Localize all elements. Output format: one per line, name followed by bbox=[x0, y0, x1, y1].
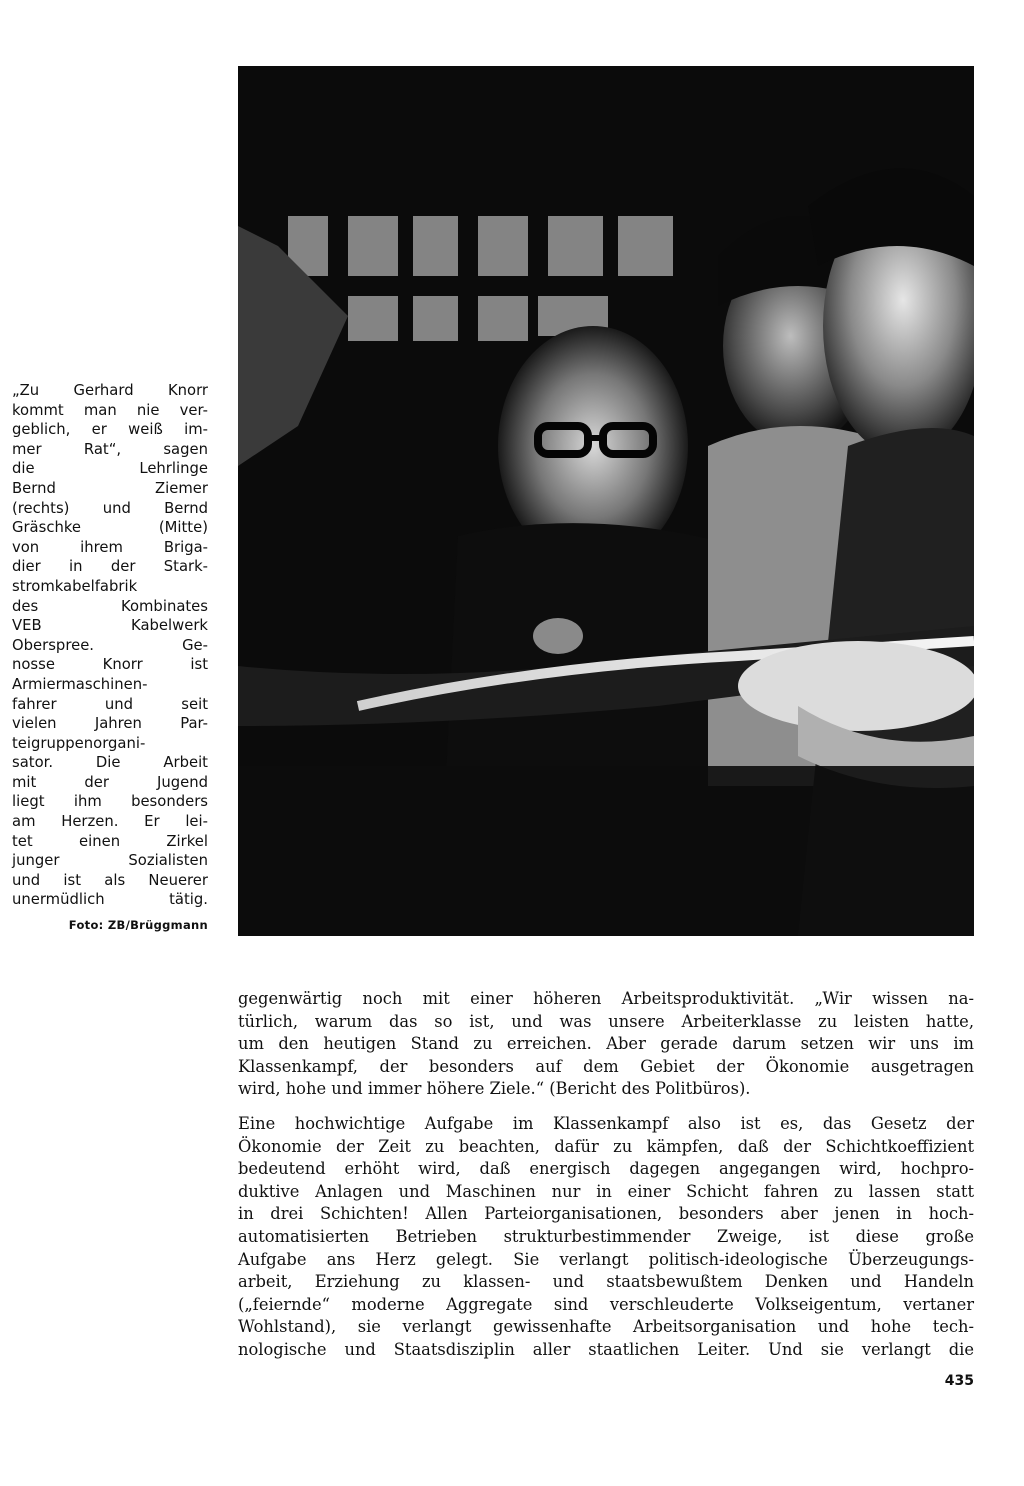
caption-line: „Zu Gerhard Knorr bbox=[12, 382, 208, 399]
caption-line: fahrer und seit bbox=[12, 695, 208, 713]
caption-line: kommt man nie ver- bbox=[12, 401, 208, 419]
photograph bbox=[238, 66, 974, 936]
photograph-image bbox=[238, 66, 974, 936]
caption-line: vielen Jahren Par- bbox=[12, 715, 208, 733]
caption-line: und ist als Neuerer bbox=[12, 871, 208, 889]
caption-line: unermüdlich tätig. bbox=[12, 891, 208, 909]
caption-line: nosse Knorr ist bbox=[12, 656, 208, 674]
text-line: arbeit, Erziehung zu klassen- und staatsbewußtem Denken und Handeln bbox=[238, 1272, 974, 1292]
caption-line: Bernd Ziemer bbox=[12, 479, 208, 497]
photo-credit: Foto: ZB/Brüggmann bbox=[68, 918, 208, 932]
caption-line: geblich, er weiß im- bbox=[12, 421, 208, 439]
text-line: („feiernde“ moderne Aggregate sind verschleuderte Volkseigentum, vertaner bbox=[238, 1294, 974, 1314]
caption-line: (rechts) und Bernd bbox=[12, 499, 208, 517]
caption-line: die Lehrlinge bbox=[12, 460, 208, 478]
caption-line: Oberspree. Ge- bbox=[12, 636, 208, 654]
text-line: wird, hohe und immer höhere Ziele.“ (Bericht des Politbüros). bbox=[238, 1079, 751, 1099]
caption-line: sator. Die Arbeit bbox=[12, 754, 208, 772]
paragraph-1 bbox=[238, 988, 974, 1101]
paragraph-2 bbox=[238, 1113, 974, 1362]
text-line: automatisierten Betrieben strukturbestimmender Zweige, ist diese große bbox=[238, 1226, 974, 1246]
caption-line: mit der Jugend bbox=[12, 773, 208, 791]
caption-line: von ihrem Briga- bbox=[12, 538, 208, 556]
caption-line: des Kombinates bbox=[12, 597, 208, 615]
caption-line: VEB Kabelwerk bbox=[12, 617, 208, 635]
text-line: türlich, warum das so ist, und was unsere Arbeiterklasse zu leisten hatte, bbox=[238, 1011, 974, 1031]
text-line: Aufgabe ans Herz gelegt. Sie verlangt politisch-ideologische Überzeugungs- bbox=[238, 1249, 974, 1269]
caption-line: junger Sozialisten bbox=[12, 852, 208, 870]
caption-line: stromkabelfabrik bbox=[12, 577, 138, 595]
photo-caption bbox=[12, 381, 208, 910]
caption-line: teigruppenorgani- bbox=[12, 734, 146, 752]
text-line: Ökonomie der Zeit zu beachten, dafür zu kämpfen, daß der Schichtkoeffizient bbox=[238, 1136, 974, 1156]
text-line: gegenwärtig noch mit einer höheren Arbeitsproduktivität. „Wir wissen na- bbox=[238, 989, 974, 1008]
text-line: Eine hochwichtige Aufgabe im Klassenkampf also ist es, das Gesetz der bbox=[238, 1113, 974, 1133]
text-line: um den heutigen Stand zu erreichen. Aber gerade darum setzen wir uns im bbox=[238, 1034, 974, 1054]
caption-line: tet einen Zirkel bbox=[12, 832, 208, 850]
text-line: nologische und Staatsdisziplin aller staatlichen Leiter. Und sie verlangt die bbox=[238, 1339, 974, 1359]
text-line: bedeutend erhöht wird, daß energisch dagegen angegangen wird, hochpro- bbox=[238, 1159, 974, 1179]
caption-line: liegt ihm besonders bbox=[12, 793, 208, 811]
page-number: 435 bbox=[944, 1373, 974, 1389]
caption-line: mer Rat“, sagen bbox=[12, 440, 208, 458]
body-text bbox=[238, 988, 974, 1374]
text-line: in drei Schichten! Allen Parteiorganisationen, besonders aber jenen in hoch- bbox=[238, 1204, 974, 1224]
caption-line: Armiermaschinen- bbox=[12, 675, 148, 693]
text-line: duktive Anlagen und Maschinen nur in einer Schicht fahren zu lassen statt bbox=[238, 1181, 974, 1201]
text-line: Wohlstand), sie verlangt gewissenhafte Arbeitsorganisation und hohe tech- bbox=[238, 1317, 974, 1337]
text-line: Klassenkampf, der besonders auf dem Gebiet der Ökonomie ausgetragen bbox=[238, 1056, 974, 1076]
caption-line: Gräschke (Mitte) bbox=[12, 519, 208, 537]
caption-line: dier in der Stark- bbox=[12, 558, 208, 576]
caption-line: am Herzen. Er lei- bbox=[12, 813, 208, 831]
